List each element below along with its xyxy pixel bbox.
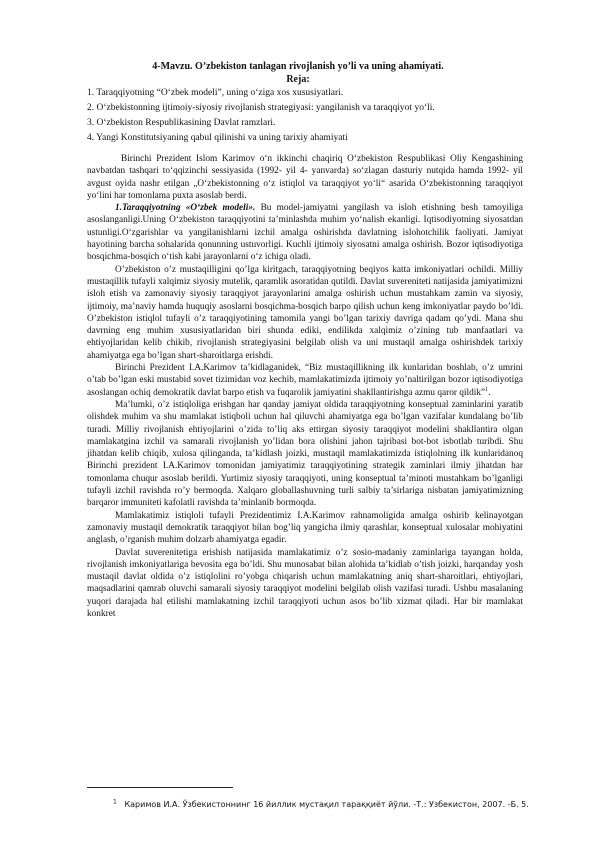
footnote-mark: 1 [113, 798, 117, 806]
footnote-divider [87, 787, 233, 788]
paragraph: O’zbekiston o’z mustaqilligini qo’lga kiritgach, taraqqiyotning beqiyos katta imkoniyatlari ochildi. Milliy mustaqillik tufayli xalqimiz siyosiy mutelik, qaramlik asoratidan qutildi. Davlat suvereniteti natijasida jamiyatimizni isloh etish va zamonaviy siyosiy taraqqiyot jarayonlarini amalga oshirish uchun mustahkam zamin va siyosiy, ijtimoiy, ma’naviy hamda huquqiy asoslarni bosqichma-bosqich barpo qilish uchun keng imkoniyatlar paydo bo’ldi. O’zbekiston istiqlol tufayli o’z taraqqiyotining tamomila yangi bo’lgan tarixiy davriga qadam qo’ydi. Mana shu davrning eng muhim xususiyatlaridan biri shunda ediki, endilikda xalqimiz o’zining tub manfaatlari va ehtiyojlaridan kelib chikib, rivojlanish strategiyasini belgilab olish va uni mustaqil amalga oshirishdek tarixiy ahamiyatga ega bo’lgan shart-sharoitlarga erishdi. [87, 264, 523, 361]
footnote [113, 800, 529, 810]
plan-list [87, 86, 435, 146]
paragraph [87, 362, 523, 399]
plan-heading: Reja: [286, 74, 310, 85]
plan-item: 4. Yangi Konstitutsiyaning qabul qilinishi va uning tarixiy ahamiyati [87, 133, 348, 143]
paragraph: Ma’lumki, o’z istiqloliga erishgan har qanday jamiyat oldida taraqqiyotning konseptual zaminlarini yaratib olishdek muhim va shu mamlakat istiqboli uchun hal qiluvchi ahamiyatga ega bo’lgan vazifalar kundalang bo’lib turadi. Milliy rivojlanish ehtiyojlarini o’zida to’liq aks ettirgan siyosiy taraqqiyot modelini shakllantira olgan mamlakatgina izchil va samarali rivojlanish yo’lidan bora olishini jahon tajribasi bot-bot isbotlab turibdi. Shu jihatdan kelib chiqib, xulosa qilinganda, ta’kidlash joizki, mustaqil mamlakatimizda istiqlolning ilk kunlaridanoq Birinchi prezident I.A.Karimov tomonidan jamiyatimiz taraqqiyotining strategik zaminlari ilmiy jihatdan har tomonlama chuqur asoslab berildi. Yurtimiz siyosiy taraqqiyoti, uning konseptual ta’minoti mustahkam bo’lganligi tufayli izchil ravishda ro’y bermoqda. Xalqaro globallashuvning turli salbiy ta’sirlariga nisbatan jamiyatimizning barqaror immuniteti kafolatli ravishda ta’minlanib bormoqda. [87, 399, 523, 509]
paragraph: Birinchi Prezident Islom Karimov o‘n ikkinchi chaqiriq O‘zbekiston Respublikasi Oliy Kengashining navbatdan tashqari to‘qqizinchi sessiyasida (1992- yil 4- yanvarda) so‘zlagan dasturiy nutqida hamda 1992- yil avgust oyida nashr etilgan „O‘zbekistonning o‘z istiqlol va taraqqiyot yo‘li“ asarida O‘zbekistonning taraqqiyot yo‘lini har tomonlama puxta asoslab berdi. [87, 154, 523, 201]
footnote-reference[interactable]: 1 [485, 386, 489, 393]
page-title: 4-Mavzu. O’zbekiston tanlagan rivojlanish yo’li va uning ahamiyati. [152, 61, 444, 72]
paragraph-text: Birinchi Prezident I.A.Karimov ta’kidlaganidek, “Biz mustaqillikning ilk kunlaridan boshlab, o’z umrini o’tab bo’lgan eski mustabid sovet tizimidan voz kechib, mamlakatimizda ijtimoiy yo’naltirilgan bozor iqtisodiyotiga asoslangan ochiq demokratik davlat barpo etish va fuqarolik jamiyatini shakllantirishga azmu qaror qildik” [87, 363, 523, 398]
plan-item: 1. Taraqqiyotning “O‘zbek modeli”, uning o‘ziga xos xususiyatlari. [87, 88, 344, 98]
section-heading-inline: 1.Taraqqiyotning «O‘zbek modeli». [115, 203, 256, 214]
footnote-text: Каримов И.А. Ўзбекистоннинг 16 йиллик мустақил тараққиёт йўли. -Т.: Узбекистон, 2007. -Б. 5. [124, 800, 529, 809]
plan-item: 3. O‘zbekiston Respublikasining Davlat ramzlari. [87, 118, 276, 128]
paragraph: Mamlakatimiz istiqloli tufayli Prezidentimiz I.A.Karimov rahnamoligida amalga oshirib kelinayotgan zamonaviy mustaqil demokratik taraqqiyot bilan bog’liq yangicha ilmiy qarashlar, konseptual xulosalar mohiyatini anglash, o’rganish muhim dolzarb ahamiyatga egadir. [87, 510, 523, 546]
plan-item: 2. O‘zbekistonning ijtimoiy-siyosiy rivojlanish strategiyasi: yangilanish va taraqqiyot yo‘li. [87, 103, 435, 113]
body-text [87, 153, 523, 620]
paragraph: Davlat suverenitetiga erishish natijasida mamlakatimiz o’z sosio-madaniy zaminlariga tayangan holda, rivojlanish imkoniyatlariga bevosita ega bo’ldi. Shu munosabat bilan alohida ta’kidlab o’tish joizki, harqanday yosh mustaqil davlat oldida o’z istiqlolini ro’yobga chiqarish uchun mamlakatning aniq shart-sharoitlari, ehtiyojlari, maqsadlarini qamrab oluvchi samarali siyosiy taraqqiyot modelini belgilab olish vazifasi turadi. Ushbu masalaning yuqori darajada hal etilishi mamlakatning izchil taraqqiyoti uchun asos bo’lib xizmat qiladi. Har bir mamlakat konkret [87, 547, 523, 619]
paragraph [87, 202, 523, 263]
paragraph-text: . [488, 387, 491, 398]
paragraph-text: Bu model-jamiyatni yangilash va isloh etishning besh tamoyiliga asoslanganligi.Uning O‘zbekiston taraqqiyotini ta’minlashda muhim yo‘nalish ekanligi. Iqtisodiyotning siyosatdan ustunligi.O‘zgarishlar va yangilanishlarni izchil amalga oshirishda davlatning islohotchilik faoliyati. Jamiyat hayotining barcha sohalarida qonunning ustuvorligi. Kuchli ijtimoiy siyosatni amalga oshirish. Bozor iqtisodiyotiga bosqichma-bosqich o‘tish kabi jarayonlarni o‘z ichiga oladi. [87, 203, 523, 263]
